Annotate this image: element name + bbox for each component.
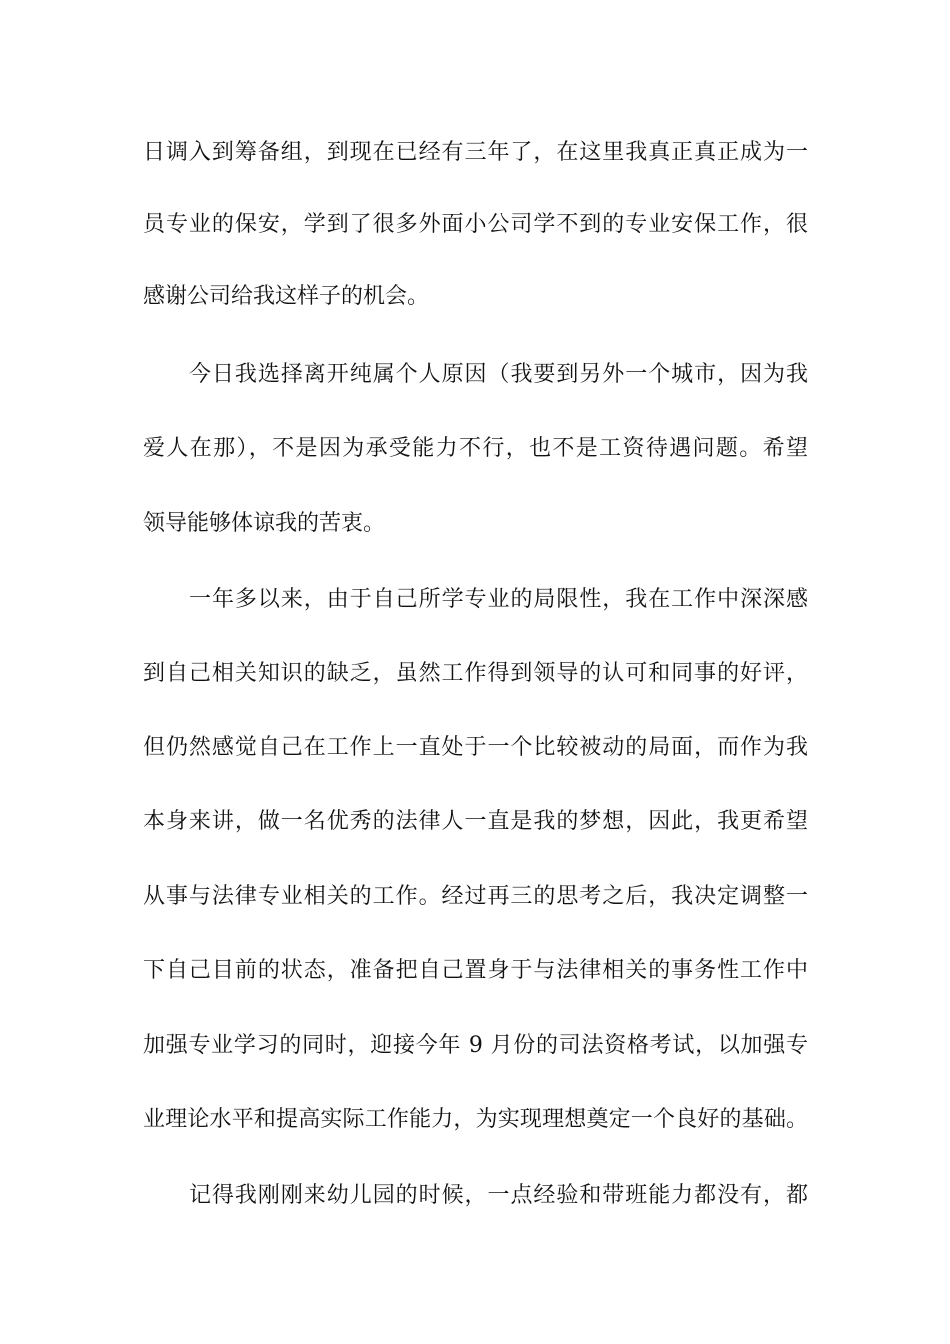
text-line: 业理论水平和提高实际工作能力，为实现理想奠定一个良好的基础。 — [143, 1107, 808, 1132]
text-line: 员专业的保安，学到了很多外面小公司学不到的专业安保工作，很 — [143, 212, 808, 237]
text-line: 感谢公司给我这样子的机会。 — [143, 284, 430, 309]
text-line: 下自己目前的状态，准备把自己置身于与法律相关的事务性工作中 — [143, 958, 808, 983]
text-line: 加强专业学习的同时，迎接今年 9 月份的司法资格考试，以加强专 — [143, 1033, 808, 1058]
text-line: 从事与法律专业相关的工作。经过再三的思考之后，我决定调整一 — [143, 884, 808, 909]
text-line: 但仍然感觉自己在工作上一直处于一个比较被动的局面，而作为我 — [143, 735, 808, 760]
text-line: 今日我选择离开纯属个人原因（我要到另外一个城市，因为我 — [189, 362, 808, 387]
text-line: 到自己相关知识的缺乏，虽然工作得到领导的认可和同事的好评， — [143, 661, 808, 686]
text-line: 本身来讲，做一名优秀的法律人一直是我的梦想，因此，我更希望 — [143, 809, 808, 834]
text-line: 领导能够体谅我的苦衷。 — [143, 511, 386, 536]
text-line: 爱人在那），不是因为承受能力不行，也不是工资待遇问题。希望 — [143, 436, 808, 461]
text-line: 日调入到筹备组，到现在已经有三年了，在这里我真正真正成为一 — [143, 140, 808, 165]
text-line: 记得我刚刚来幼儿园的时候，一点经验和带班能力都没有，都 — [189, 1183, 808, 1208]
text-line: 一年多以来，由于自己所学专业的局限性，我在工作中深深感 — [189, 587, 808, 612]
